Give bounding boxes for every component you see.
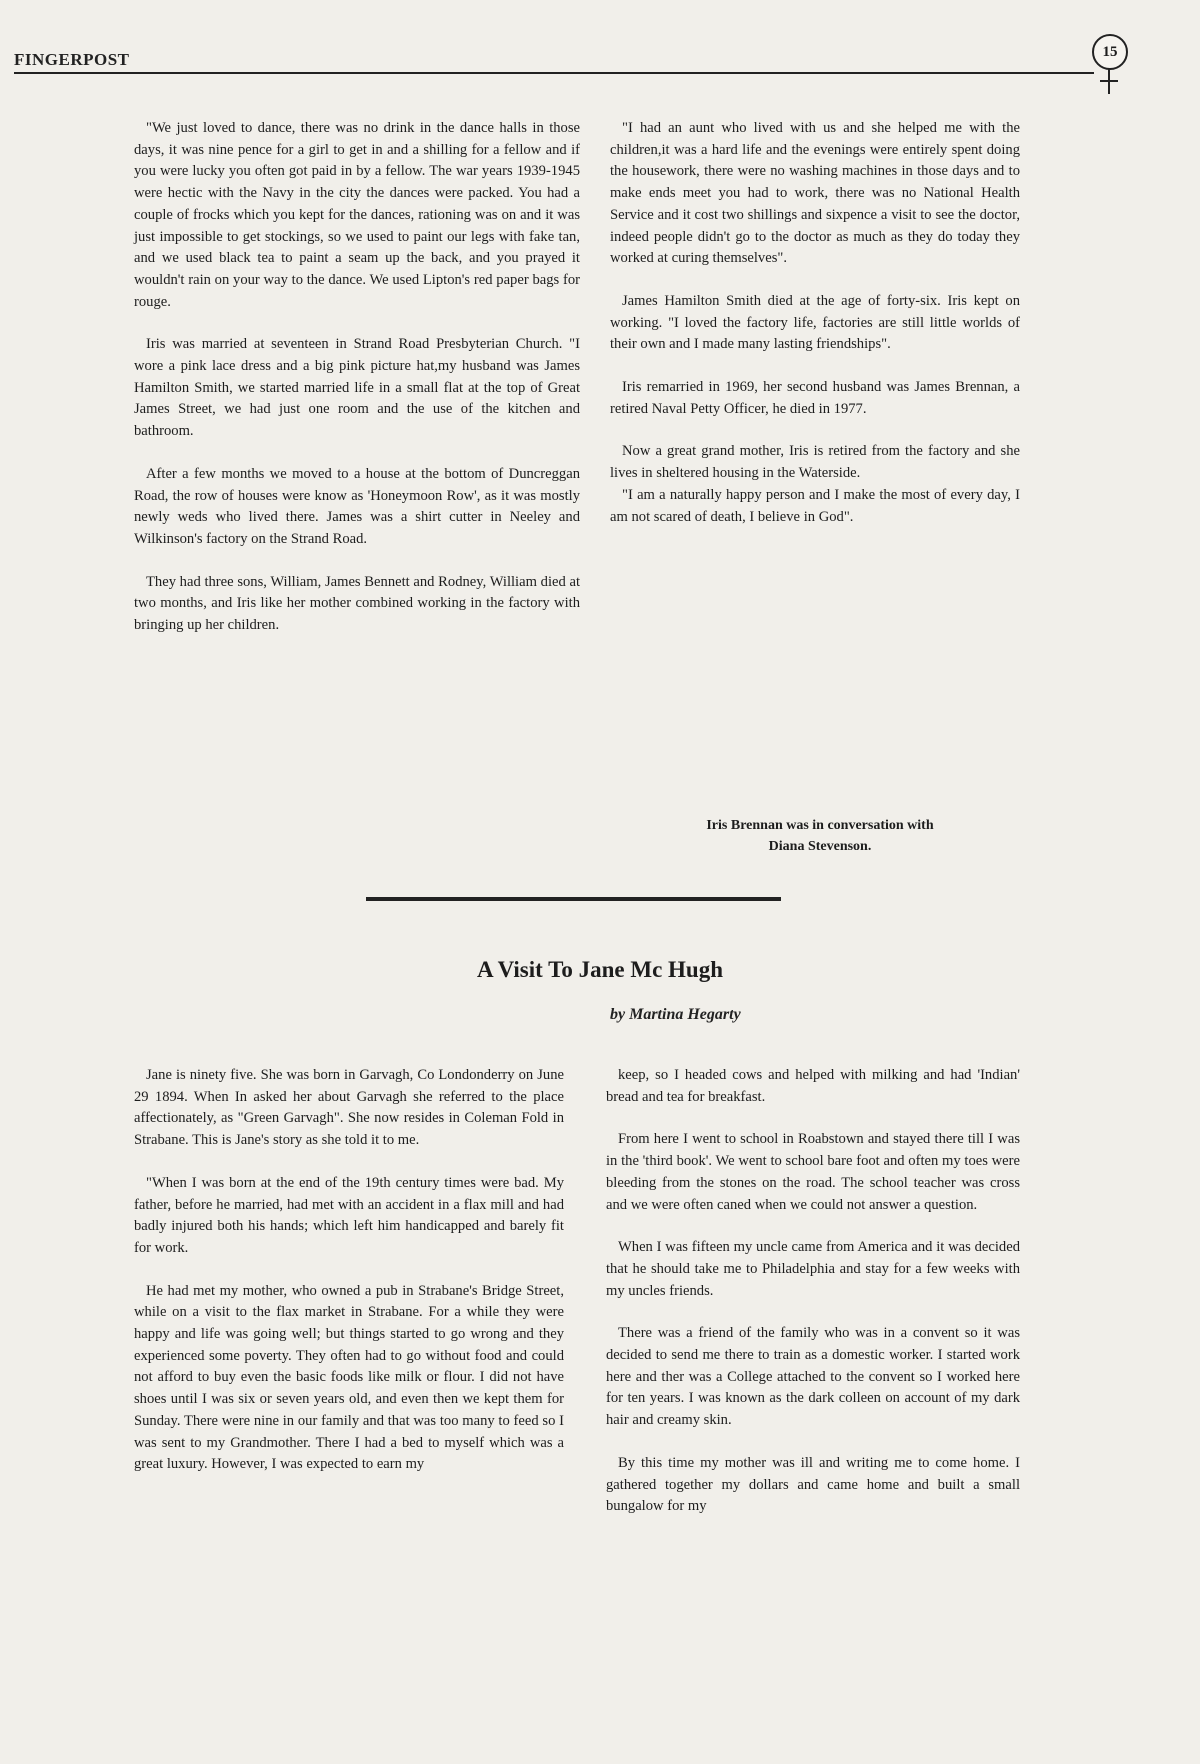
- article1-left-column: [134, 118, 580, 637]
- page-number-badge: [1090, 34, 1130, 98]
- paragraph: James Hamilton Smith died at the age of forty-six. Iris kept on working. "I loved the factory life, factories are still little worlds of their own and I made many lasting friendships".: [610, 292, 1020, 353]
- paragraph: When I was fifteen my uncle came from America and it was decided that he should take me to Philadelphia and stay for a few weeks with my uncles friends.: [606, 1239, 1020, 1299]
- interview-credit: [620, 815, 1020, 857]
- article-title: A Visit To Jane Mc Hugh: [476, 957, 724, 982]
- credit-line: Iris Brennan was in conversation with: [706, 818, 934, 833]
- header-rule: [14, 72, 1094, 74]
- article2-right-column: [606, 1065, 1020, 1518]
- paragraph: After a few months we moved to a house at the bottom of Duncreggan Road, the row of houses were know as 'Honeymoon Row', as it was mostly newly weds who lived there. James was a shirt cutter in Neeley and Wilkinson's factory on the Strand Road.: [134, 465, 580, 547]
- paragraph: There was a friend of the family who was in a convent so it was decided to send me there to train as a domestic worker. I started work here and ther was a College attached to the convent so I worked here for ten years. I was known as the dark colleen on account of my dark hair and creamy skin.: [606, 1325, 1020, 1429]
- section-divider: [366, 897, 781, 901]
- paragraph: "We just loved to dance, there was no drink in the dance halls in those days, it was nine pence for a girl to get in and a shilling for a fellow and if you were lucky you often got paid in by a fellow. The war years 1939-1945 were hectic with the Navy in the city the dances were packed. You had a couple of frocks which you kept for the dances, rationing was on and it was just impossible to get stockings, so we used to paint our legs with fake tan, and we used black tea to paint a seam up the back, and you prayed it wouldn't rain on your way to the dance. We used Lipton's red paper bags for rouge.: [134, 120, 580, 310]
- paragraph: "I had an aunt who lived with us and she helped me with the children,it was a hard life and the evenings were entirely spent doing the housework, there were no washing machines in those days and to make ends meet you had to work, there was no National Health Service and it cost two shillings and sixpence a visit to see the doctor, indeed people didn't go to the doctor as much as they do today they worked at curing themselves".: [610, 120, 1020, 267]
- article-byline: by Martina Hegarty: [610, 1006, 741, 1023]
- credit-line: Diana Stevenson.: [768, 839, 872, 854]
- paragraph: Iris was married at seventeen in Strand Road Presbyterian Church. "I wore a pink lace dress and a big pink picture hat,my husband was James Hamilton Smith, we started married life in a small flat at the top of Great James Street, we had just one room and the use of the kitchen and bathroom.: [134, 336, 580, 440]
- paragraph: Now a great grand mother, Iris is retired from the factory and she lives in sheltered housing in the Waterside.: [610, 443, 1020, 482]
- paragraph: They had three sons, William, James Bennett and Rodney, William died at two months, and Iris like her mother combined working in the factory with bringing up her children.: [134, 573, 580, 634]
- paragraph: Iris remarried in 1969, her second husband was James Brennan, a retired Naval Petty Officer, he died in 1977.: [610, 379, 1020, 417]
- paragraph: "I am a naturally happy person and I make the most of every day, I am not scared of death, I believe in God".: [610, 486, 1020, 525]
- paragraph: From here I went to school in Roabstown and stayed there till I was in the 'third book'. We went to school bare foot and often my toes were bleeding from the stones on the road. The school teacher was cross and we were often caned when we could not answer a question.: [606, 1131, 1020, 1213]
- venus-symbol-crossbar: [1100, 80, 1118, 82]
- publication-title: FINGERPOST: [14, 50, 130, 69]
- paragraph: "When I was born at the end of the 19th century times were bad. My father, before he married, had met with an accident in a flax mill and had badly injured both his hands; which left him handicapped and barely fit for work.: [134, 1174, 564, 1256]
- article1-right-column: [610, 118, 1020, 528]
- paragraph: keep, so I headed cows and helped with milking and had 'Indian' bread and tea for breakfast.: [606, 1067, 1020, 1105]
- page-number: 15: [1092, 34, 1128, 70]
- paragraph: By this time my mother was ill and writing me to come home. I gathered together my dollars and came home and built a small bungalow for my: [606, 1454, 1020, 1515]
- paragraph: He had met my mother, who owned a pub in Strabane's Bridge Street, while on a visit to the flax market in Strabane. For a while they were happy and life was going well; but things started to go wrong and they experienced some poverty. They often had to go without food and could not afford to buy even the basic foods like milk or flour. I did not have shoes until I was six or seven years old, and even then we kept them for Sunday. There were nine in our family and that was too many to feed so I was sent to my Grandmother. There I had a bed to myself which was a great luxury. However, I was expected to earn my: [134, 1282, 564, 1473]
- article2-left-column: [134, 1065, 564, 1476]
- paragraph: Jane is ninety five. She was born in Garvagh, Co Londonderry on June 29 1894. When In asked her about Garvagh she referred to the place affectionately, as "Green Garvagh". She now resides in Coleman Fold in Strabane. This is Jane's story as she told it to me.: [134, 1067, 564, 1149]
